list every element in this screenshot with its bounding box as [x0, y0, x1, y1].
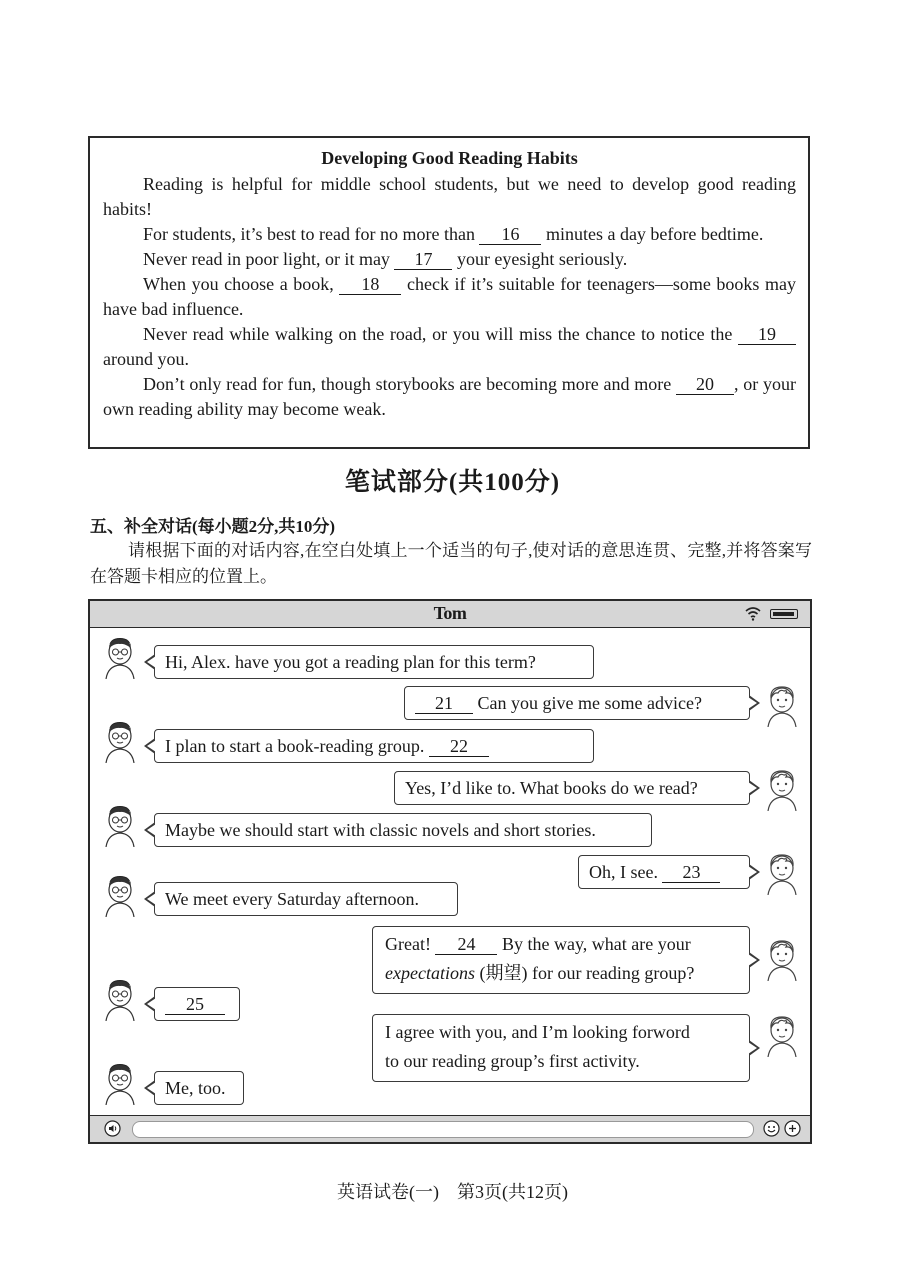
chat-bubble-tom-3: [154, 813, 652, 847]
message-text: Yes, I’d like to. What books do we read?: [405, 778, 698, 798]
chat-bubble-alex-1: [404, 686, 750, 720]
message-text: We meet every Saturday afternoon.: [165, 889, 419, 909]
chat-input-bar: [90, 1115, 810, 1142]
tom-avatar: [102, 1061, 138, 1105]
paragraph-text: , or your own reading ability may become weak.: [103, 374, 796, 419]
passage-paragraph-6: [103, 372, 796, 422]
tom-avatar: [102, 719, 138, 763]
passage-paragraph-5: [103, 322, 796, 372]
paragraph-text: When you choose a book,: [143, 274, 340, 294]
paragraph-text: check if it’s suitable for teenagers—some books may have bad influence.: [103, 274, 796, 319]
paragraph-text: Reading is helpful for middle school students, but we need to develop good reading habits!: [103, 174, 796, 219]
message-text: Maybe we should start with classic novels and short stories.: [165, 820, 596, 840]
tom-avatar: [102, 977, 138, 1021]
chat-bubble-alex-3: [578, 855, 750, 889]
alex-avatar: [764, 767, 800, 811]
tom-avatar: [102, 803, 138, 847]
paragraph-text: For students, it’s best to read for no more than: [143, 224, 480, 244]
passage-paragraph-3: [103, 247, 796, 272]
passage-paragraph-2: [103, 222, 796, 247]
blank-21: 21: [415, 693, 473, 714]
message-text: By the way, what are your: [497, 934, 691, 954]
paragraph-text: Never read while walking on the road, or you will miss the chance to notice the: [143, 324, 738, 344]
chat-bubble-alex-2: [394, 771, 750, 805]
plus-icon[interactable]: [784, 1120, 801, 1137]
chat-window: [88, 599, 812, 1144]
message-text: Great!: [385, 934, 436, 954]
blank-18: 18: [339, 274, 401, 295]
alex-avatar: [764, 1013, 800, 1057]
passage-title: Developing Good Reading Habits: [321, 148, 578, 168]
passage-paragraph-4: [103, 272, 796, 322]
chat-bubble-alex-4: [372, 926, 750, 994]
message-input[interactable]: [132, 1121, 754, 1138]
page-footer: 英语试卷(一) 第3页(共12页): [337, 1182, 568, 1202]
blank-20: 20: [676, 374, 734, 395]
message-text: Can you give me some advice?: [473, 693, 702, 713]
blank-17: 17: [394, 249, 452, 270]
emoji-icon[interactable]: [763, 1120, 780, 1137]
passage-paragraph-1: [103, 172, 796, 222]
chat-bubble-tom-6: [154, 1071, 244, 1105]
chat-bubble-tom-5: [154, 987, 240, 1021]
chat-bubble-tom-2: [154, 729, 594, 763]
message-line-2: [385, 959, 737, 988]
paragraph-text: Never read in poor light, or it may: [143, 249, 395, 269]
message-text: Hi, Alex. have you got a reading plan for this term?: [165, 652, 536, 672]
part-five-instructions: 请根据下面的对话内容,在空白处填上一个适当的句子,使对话的意思连贯、完整,并将答案写在答题卡相应的位置上。: [90, 541, 812, 586]
chat-bubble-alex-5: [372, 1014, 750, 1082]
chat-title-bar: [90, 601, 810, 628]
paragraph-text: minutes a day before bedtime.: [541, 224, 764, 244]
paragraph-text: Don’t only read for fun, though storybooks are becoming more and more: [143, 374, 677, 394]
blank-23: 23: [662, 862, 720, 883]
message-text: I plan to start a book-reading group.: [165, 736, 429, 756]
message-text: Me, too.: [165, 1078, 226, 1098]
message-text: (期望) for our reading group?: [474, 963, 695, 983]
contact-name: Tom: [433, 603, 467, 623]
chat-bubble-tom-1: [154, 645, 594, 679]
chat-bubble-tom-4: [154, 882, 458, 916]
alex-avatar: [764, 851, 800, 895]
blank-25: 25: [165, 994, 225, 1015]
blank-22: 22: [429, 736, 489, 757]
reading-passage-box: [88, 136, 810, 449]
message-line-1: [385, 930, 737, 959]
tom-avatar: [102, 635, 138, 679]
message-text: Oh, I see.: [589, 862, 663, 882]
blank-16: 16: [479, 224, 541, 245]
tom-avatar: [102, 873, 138, 917]
message-line-2: to our reading group’s first activity.: [385, 1051, 640, 1071]
alex-avatar: [764, 683, 800, 727]
blank-19: 19: [738, 324, 796, 345]
paragraph-text: your eyesight seriously.: [452, 249, 628, 269]
alex-avatar: [764, 937, 800, 981]
blank-24: 24: [435, 934, 497, 955]
voice-icon[interactable]: [104, 1120, 121, 1137]
battery-icon: [770, 609, 798, 619]
wifi-icon: [744, 604, 762, 622]
paragraph-text: around you.: [103, 349, 189, 369]
message-italic-text: expectations: [385, 963, 475, 983]
part-five-heading: 五、补全对话(每小题2分,共10分): [90, 517, 336, 536]
message-line-1: I agree with you, and I’m looking forword: [385, 1022, 690, 1042]
section-title: 笔试部分(共100分): [344, 469, 561, 496]
